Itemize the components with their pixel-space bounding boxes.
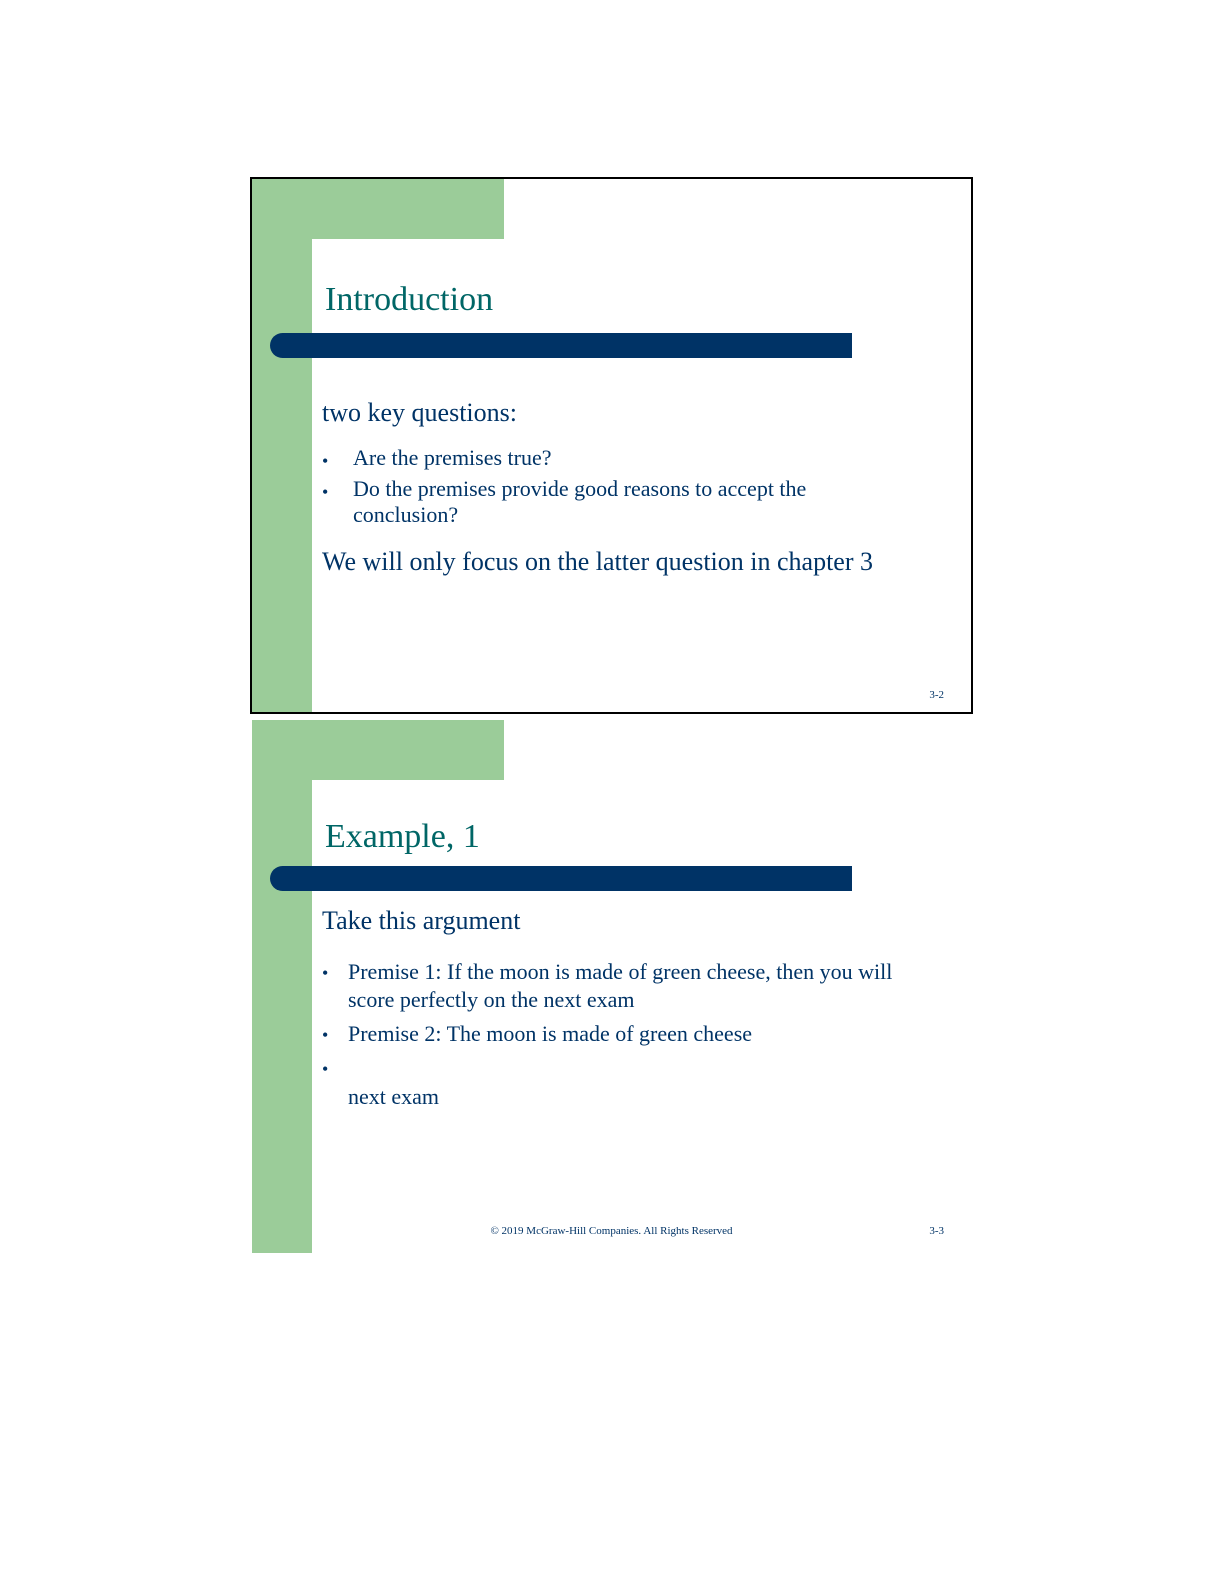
green-header-block	[252, 179, 504, 239]
green-header-block	[252, 720, 504, 780]
page-number: 3-3	[929, 1225, 944, 1237]
bullet-item: next exam	[348, 1084, 440, 1109]
slide-introduction	[252, 179, 971, 712]
bullet-item: Are the premises true?	[353, 445, 552, 470]
closing-text: We will only focus on the latter question in chapter 3	[322, 547, 873, 576]
lead-text: two key questions:	[322, 398, 517, 427]
bullet-item: Premise 1: If the moon is made of green cheese, then you will score perfectly on the next exam	[348, 959, 893, 1012]
slide-example-1	[252, 720, 971, 1253]
bullet-item: Premise 2: The moon is made of green cheese	[348, 1021, 753, 1046]
rounded-corner	[312, 780, 342, 810]
bullet-marker: •	[322, 1059, 329, 1079]
title-underline-bar	[270, 866, 852, 891]
rounded-corner	[312, 239, 342, 269]
copyright-footer: © 2019 McGraw-Hill Companies. All Rights Reserved	[490, 1225, 733, 1237]
page-number: 3-2	[929, 689, 944, 701]
slide-title: Introduction	[325, 281, 494, 318]
lead-text: Take this argument	[322, 906, 521, 935]
bullet-item: Do the premises provide good reasons to accept the conclusion?	[353, 476, 807, 527]
slide-title: Example, 1	[325, 818, 480, 855]
bullet-marker: •	[322, 451, 329, 471]
title-underline-bar	[270, 333, 852, 358]
bullet-marker: •	[322, 1025, 329, 1045]
bullet-marker: •	[322, 963, 329, 983]
green-side-strip	[252, 239, 312, 712]
bullet-marker: •	[322, 482, 329, 502]
green-side-strip	[252, 780, 312, 1253]
